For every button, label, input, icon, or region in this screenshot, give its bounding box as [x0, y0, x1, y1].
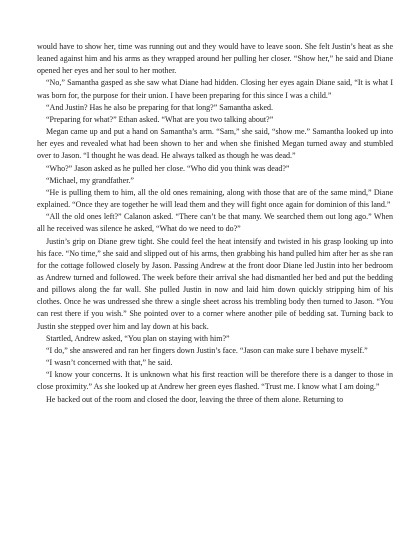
paragraph-3: “And Justin? Has he also be preparing for that long?” Samantha asked.: [46, 102, 274, 112]
paragraph-7: “Michael, my grandfather.”: [46, 175, 134, 185]
body-text: [37, 41, 393, 406]
paragraph-8: “He is pulling them to him, all the old ones remaining, along with those that are of the same mind,” Diane explained. “Once they are together he will lead them and they will fight once again for dominion of this land.”: [37, 187, 393, 210]
paragraph-15: He backed out of the room and closed the door, leaving the three of them alone. Returning to: [46, 394, 344, 404]
paragraph-13: “I wasn’t concerned with that,” he said.: [46, 358, 173, 368]
paragraph-1: would have to show her, time was running out and they would have to leave soon. She felt Justin’s heat as she leaned against him and his arms as they wrapped around her pulling her closer. “Show her,” he said and Diane opened her eyes and her soul to her mother.: [37, 42, 393, 76]
paragraph-2: “No,” Samantha gasped as she saw what Diane had hidden. Closing her eyes again Diane said, “It is what I was born for, the purpose for their union. I have been preparing for this since I was a child.”: [37, 78, 393, 100]
paragraph-10: Justin’s grip on Diane grew tight. She could feel the heat intensify and twisted in his grasp looking up into his face. “No time,” she said and slipped out of his arms, then grabbing his hand pulled him after her as she ran for the cottage followed closely by Jason. Passing Andrew at the front door Diane led Justin into her bedroom as Andrew turned and followed. The week before their arrival she had dismantled her bed and put the bedding and pillows along the far wall. She pulled Justin in now and laid him down quickly stripping him of his clothes. Once he was undressed she threw a single sheet across his trembling body then turned to Jason. “You can rest there if you wish.” She pointed over to a corner where another pile of bedding sat. Turning back to Justin she stepped over him and lay down at his back.: [37, 236, 393, 331]
paragraph-6: “Who?” Jason asked as he pulled her close. “Who did you think was dead?”: [46, 163, 290, 173]
paragraph-11: Startled, Andrew asked, “You plan on staying with him?”: [46, 333, 230, 343]
paragraph-14: “I know your concerns. It is unknown what his first reaction will be therefore there is a danger to those in close proximity.” As she looked up at Andrew her green eyes flashed. “Trust me. I know what I am doing.”: [37, 370, 393, 392]
paragraph-12: “I do,” she answered and ran her fingers down Justin’s face. “Jason can make sure I behave myself.”: [46, 345, 368, 355]
paragraph-9: “All the old ones left?” Calanon asked. “There can’t be that many. We searched them out long ago.” When all he received was silence he asked, “What do we need to do?”: [37, 212, 393, 234]
paragraph-4: “Preparing for what?” Ethan asked. “What are you two talking about?”: [46, 114, 274, 124]
paragraph-5: Megan came up and put a hand on Samantha’s arm. “Sam,” she said, “show me.” Samantha looked up into her eyes and revealed what had been shown to her and when she finished Megan turned away and stumbled over to Jason. “I thought he was dead. He always talked as though he was dead.”: [37, 127, 393, 161]
